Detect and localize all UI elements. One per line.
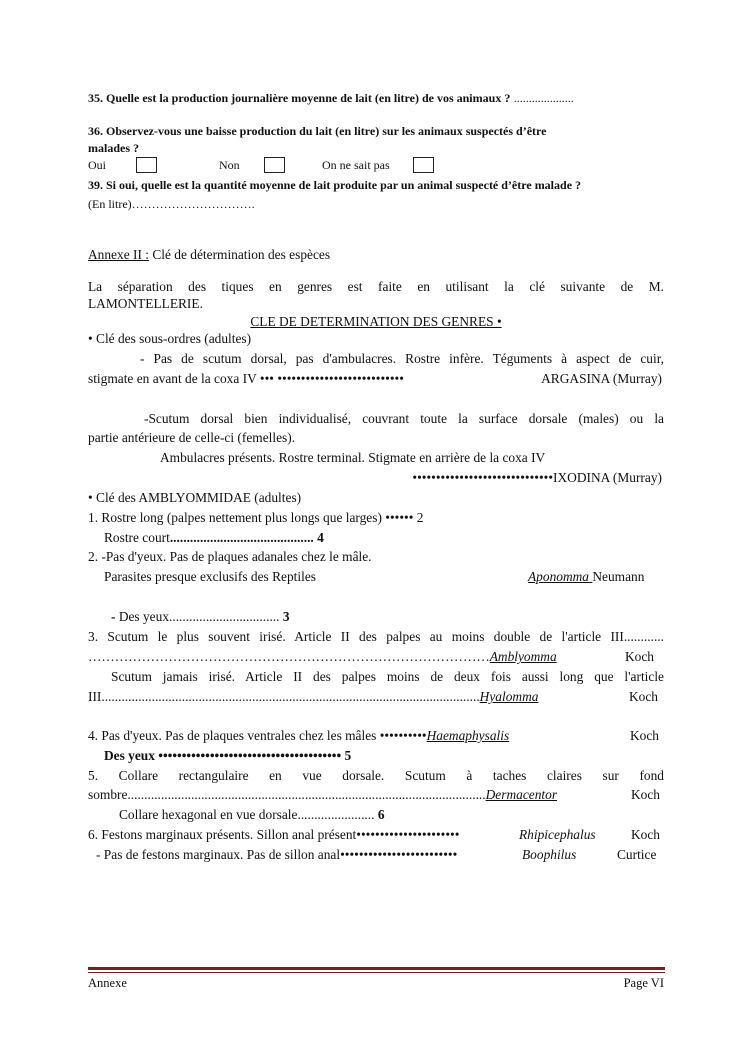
- ixodina-line3: Ambulacres présents. Rostre terminal. Stigmate en arrière de la coxa IV: [160, 450, 546, 465]
- question-35-text: 35. Quelle est la production journalière moyenne de lait (en litre) de vos animaux ?: [88, 91, 511, 105]
- genus-haemaphysalis: Haemaphysalis: [426, 728, 510, 743]
- option-non-checkbox[interactable]: [264, 157, 285, 173]
- ixodina-line2: partie antérieure de celle-ci (femelles).: [88, 430, 296, 445]
- annex-title-rest: Clé de détermination des espèces: [148, 247, 331, 262]
- author-koch-dermacentor: Koch: [631, 787, 661, 802]
- question-36-line2: malades ?: [88, 141, 139, 155]
- key-1-short-dots: ........................................... 4: [169, 530, 324, 545]
- question-35: [88, 89, 664, 107]
- key-2-eyes: [111, 608, 687, 625]
- question-39-answer: (En litre)………………………….: [88, 197, 255, 211]
- ixodina-line1: -Scutum dorsal bien individualisé, couvrant toute la surface dorsale (males) ou la: [144, 411, 664, 426]
- key-4-line1-text: 4. Pas d'yeux. Pas de plaques ventrales chez les mâles ••••••••••: [88, 728, 427, 743]
- key-title-text: CLE DE DETERMINATION DES GENRES •: [250, 314, 502, 329]
- key-6-line2: [96, 846, 664, 863]
- genus-boophilus: Boophilus: [522, 847, 577, 862]
- key-4-line1: [88, 727, 664, 744]
- key-6-line1-text: 6. Festons marginaux présents. Sillon anal présent••••••••••••••••••••••: [88, 827, 460, 842]
- key-5-hexagonal: [119, 806, 695, 823]
- genus-dermacentor: Dermacentor: [485, 787, 558, 802]
- key-5-line2-dots: sombre...........................................................................................................: [88, 787, 486, 802]
- footer-rule-thin: [88, 972, 665, 973]
- argasina-line2-text: stigmate en avant de la coxa IV ••• •••••••••••••••••••••••••••: [88, 371, 404, 386]
- key-5-hex-text: Collare hexagonal en vue dorsale.......................: [119, 807, 375, 822]
- suborders-title: • Clé des sous-ordres (adultes): [88, 331, 252, 346]
- author-koch-hyalomma: Koch: [629, 689, 659, 704]
- option-oui-label: Oui: [88, 158, 106, 172]
- key-3-line2-dots: ………………………………………………………………………………: [88, 649, 490, 664]
- option-non-label: Non: [219, 158, 240, 172]
- annex-title-prefix: Annexe II :: [88, 247, 149, 262]
- argasina-line2: [88, 370, 664, 387]
- author-curtice: Curtice: [617, 847, 657, 862]
- key-1-long: 1. Rostre long (palpes nettement plus longs que larges) •••••• 2: [88, 510, 424, 525]
- question-36-line1: 36. Observez-vous une baisse production du lait (en litre) sur les animaux suspectés d’être: [88, 124, 547, 138]
- key-2-line1: 2. -Pas d'yeux. Pas de plaques adanales chez le mâle.: [88, 549, 372, 564]
- key-3-line1: 3. Scutum le plus souvent irisé. Article II des palpes au moins double de l'article III............: [88, 629, 664, 644]
- key-3-line4-dots: III.................................................................................................................: [88, 689, 480, 704]
- author-koch-rhipicephalus: Koch: [631, 827, 661, 842]
- annex-title: [88, 246, 664, 263]
- argasina-name: ARGASINA (Murray): [541, 371, 662, 386]
- author-neumann: Neumann: [592, 569, 645, 584]
- annex-intro-line2: LAMONTELLERIE.: [88, 296, 203, 311]
- author-koch-haemaphysalis: Koch: [630, 728, 660, 743]
- ixodina-line4: ••••••••••••••••••••••••••••••IXODINA (Murray): [412, 470, 662, 485]
- key-3-line4: [88, 688, 664, 705]
- footer-page-number: Page VI: [623, 976, 664, 990]
- genus-amblyomma: Amblyomma: [489, 649, 557, 664]
- author-koch-amblyomma: Koch: [625, 649, 655, 664]
- key-5-line1: 5. Collare rectangulaire en vue dorsale. Scutum à taches claires sur fond: [88, 768, 664, 783]
- key-1-short-text: Rostre court: [104, 530, 170, 545]
- option-ne-sait-pas-label: On ne sait pas: [322, 158, 390, 172]
- key-2-genus-entry: [528, 568, 644, 585]
- key-6-line2-text: - Pas de festons marginaux. Pas de sillon anal•••••••••••••••••••••••••: [96, 847, 458, 862]
- question-35-dots: ....................: [513, 91, 574, 105]
- option-ne-sait-pas-checkbox[interactable]: [413, 157, 434, 173]
- key-4-eyes: Des yeux ••••••••••••••••••••••••••••••••••••••• 5: [104, 748, 352, 763]
- key-3-line3: Scutum jamais irisé. Article II des palpes moins de deux fois aussi long que l'article: [111, 669, 664, 684]
- key-1-short: [104, 529, 680, 546]
- footer-left: Annexe: [88, 976, 127, 990]
- amblyommidae-title: • Clé des AMBLYOMMIDAE (adultes): [88, 490, 302, 505]
- key-3-line2: [88, 648, 664, 665]
- key-2-line2-text: Parasites presque exclusifs des Reptiles: [104, 569, 316, 584]
- key-2-eyes-dash: -: [111, 609, 119, 624]
- key-5-hex-num: 6: [374, 807, 385, 822]
- key-title: [88, 313, 664, 330]
- annex-intro-line1: La séparation des tiques en genres est faite en utilisant la clé suivante de M.: [88, 279, 664, 294]
- genus-aponomma: Aponomma: [528, 569, 593, 584]
- key-2-line2: [104, 568, 664, 585]
- question-39-text: 39. Si oui, quelle est la quantité moyenne de lait produite par un animal suspecté d’être malade ?: [88, 178, 582, 192]
- key-5-line2: [88, 786, 664, 803]
- key-2-eyes-text: Des yeux.................................: [118, 609, 280, 624]
- answer-options: [88, 157, 664, 174]
- genus-rhipicephalus: Rhipicephalus: [519, 827, 596, 842]
- key-2-eyes-num: 3: [279, 609, 290, 624]
- key-6-line1: [88, 826, 664, 843]
- footer-rule-thick: [88, 967, 665, 970]
- genus-hyalomma: Hyalomma: [479, 689, 539, 704]
- option-oui-checkbox[interactable]: [136, 157, 157, 173]
- argasina-line1: - Pas de scutum dorsal, pas d'ambulacres. Rostre infère. Téguments à aspect de cuir,: [140, 351, 664, 366]
